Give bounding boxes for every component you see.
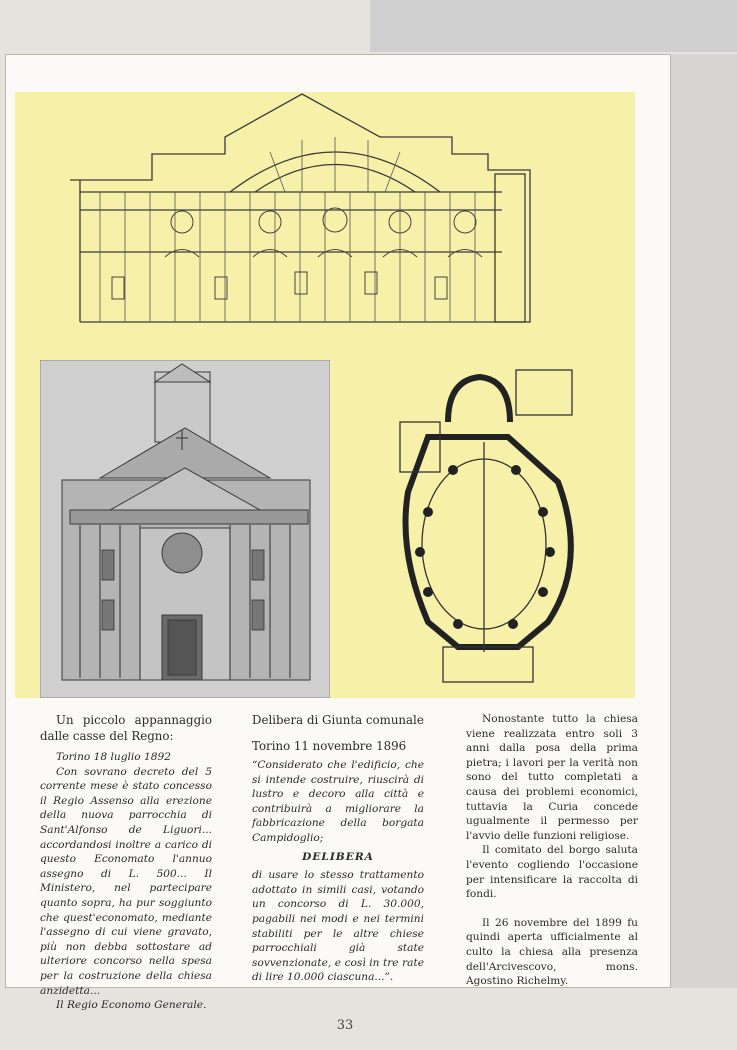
column-3	[466, 712, 638, 989]
column-3-paragraph-3: Il 26 novembre del 1899 fu quindi aperta ufficialmente al culto la chiesa alla presenza dell'Arcivescovo, mons. Agostino Richelmy.	[466, 916, 638, 988]
longitudinal-section-drawing	[70, 92, 532, 354]
column-1-body: Con sovrano decreto del 5 corrente mese è stato concesso il Regio Assenso alla erezione della nuova parrocchia di Sant'Alfonso de Liguori... accordandosi inoltre a carico di questo Economato l'annuo assegno di L. 500... Il Ministero, nel partecipare quanto sopra, ha pur soggiunto che quest'economato, mediante l'assegno di cui viene gravato, più non debba sottostare ad ulteriore concorso nella spesa per la costruzione della chiesa anzidetta...	[40, 765, 212, 997]
column-3-paragraph-2: Il comitato del borgo saluta l'evento cogliendo l'occasione per intensificare la raccolta di fondi.	[466, 844, 638, 901]
delibera-heading: DELIBERA	[302, 850, 374, 863]
floor-plan-drawing	[398, 362, 580, 692]
column-3-paragraph-1: Nonostante tutto la chiesa viene realizzata entro soli 3 anni dalla posa della prima pietra; i lavori per la verità non sono del tutto completati a causa dei problemi economici, tuttavia la Curia concede ugualmente il permesso per l'avvio delle funzioni religiose.	[466, 713, 638, 842]
column-2-date: Torino 11 novembre 1896	[252, 739, 407, 753]
column-1-heading: Un piccolo appannaggio dalle casse del Regno:	[40, 713, 212, 743]
column-1-date: Torino 18 luglio 1892	[56, 751, 171, 763]
column-1	[40, 712, 212, 1013]
column-2	[252, 712, 424, 985]
page-number: 33	[336, 1018, 354, 1033]
column-2-quote: “Considerato che l'edificio, che si intende costruire, riuscirà di lustro e decoro alla città e contribuirà a migliorare la fabbricazione della borgata Campidoglio;	[252, 759, 424, 844]
top-grey-band	[370, 0, 737, 52]
column-1-signature: Il Regio Economo Generale.	[56, 999, 207, 1012]
right-margin-band	[671, 54, 737, 988]
column-2-heading: Delibera di Giunta comunale	[252, 713, 424, 727]
column-2-body: di usare lo stesso trattamento adottato in simili casi, votando un concorso di L. 30.000, pagabili nei modi e nei termini stabiliti per le altre chiese parrocchiali già state sovvenzionate, e così in tre rate di lire 10.000 ciascuna...”.	[252, 869, 424, 984]
church-facade-engraving	[40, 360, 330, 698]
